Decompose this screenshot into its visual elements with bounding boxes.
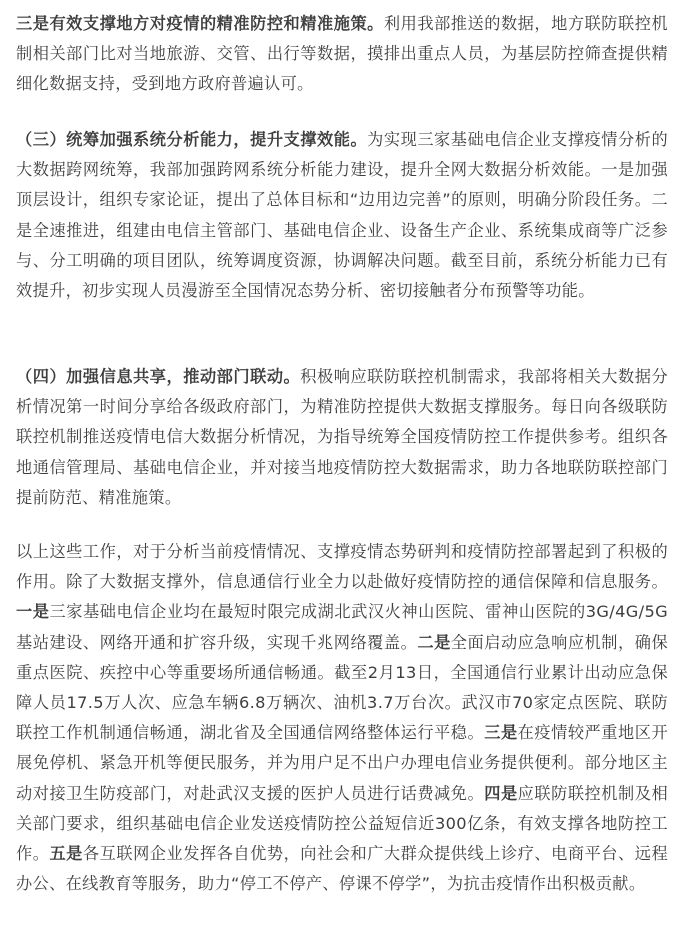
keyword-third: 三是 [484, 723, 518, 743]
paragraph-lead: 三是有效支撑地方对疫情的精准防控和精准施策。 [16, 14, 384, 33]
paragraph-text: 利用我部推送的数据，地方联防联控机制相关部门比对当地旅游、交管、出行等数据，摸排出重点人员，为基层防控筛查提供精细化数据支持，受到地方政府普遍认可。 [16, 14, 669, 94]
keyword-first: 一是 [16, 602, 50, 622]
paragraph-lead: （三）统筹加强系统分析能力，提升支撑效能。 [16, 130, 368, 149]
paragraph-lead: （四）加强信息共享，推动部门联动。 [16, 367, 301, 386]
paragraph-information-sharing [16, 362, 668, 513]
keyword-second: 二是 [417, 632, 451, 652]
paragraph-text: 为实现三家基础电信企业支撑疫情分析的大数据跨网统筹，我部加强跨网系统分析能力建设，提升全网大数据分析效能。一是加强顶层设计，组织专家论证，提出了总体目标和“边用边完善”的原则，明确分阶段任务。二是全速推进，组建由电信主管部门、基础电信企业、设备生产企业、系统集成商等广泛参与、分工明确的项目团队，统筹调度资源，协调解决问题。截至目前，系统分析能力已有效提升，初步实现人员漫游至全国情况态势分析、密切接触者分布预警等功能。 [16, 130, 668, 301]
paragraph-system-analysis [16, 125, 668, 306]
paragraph-summary [16, 537, 668, 899]
point-fifth-text: 各互联网企业发挥各自优势，向社会和广大群众提供线上诊疗、电商平台、远程办公、在线教育等服务，助力“停工不停产、停课不停学”，为抗击疫情作出积极贡献。 [16, 844, 669, 894]
point-second-text: 全面启动应急响应机制，确保重点医院、疾控中心等重要场所通信畅通。截至2月13日，全国通信行业累计出动应急保障人员17.5万人次、应急车辆6.8万辆次、油机3.7万台次。武汉市70家定点医院、联防联控工作机制通信畅通，湖北省及全国通信网络整体运行平稳。 [16, 632, 668, 743]
point-third-text: 在疫情较严重地区开展免停机、紧急开机等便民服务，并为用户足不出户办理电信业务提供便利。部分地区主动对接卫生防疫部门，对赴武汉支援的医护人员进行话费减免。 [16, 723, 668, 803]
point-fourth-text: 应联防联控机制及相关部门要求，组织基础电信企业发送疫情防控公益短信近300亿条，有效支撑各地防控工作。 [16, 783, 668, 864]
paragraph-intro: 以上这些工作，对于分析当前疫情情况、支撑疫情态势研判和疫情防控部署起到了积极的作用。除了大数据支撑外，信息通信行业全力以赴做好疫情防控的通信保障和信息服务。 [16, 542, 668, 592]
keyword-fourth: 四是 [484, 783, 518, 803]
paragraph-text: 积极响应联防联控机制需求，我部将相关大数据分析情况第一时间分享给各级政府部门，为精准防控提供大数据支撑服务。每日向各级联防联控机制推送疫情电信大数据分析情况，为指导统筹全国疫情防控工作提供参考。组织各地通信管理局、基础电信企业，并对接当地疫情防控大数据需求，助力各地联防联控部门提前防范、精准施策。 [16, 367, 669, 507]
point-first-text: 三家基础电信企业均在最短时限完成湖北武汉火神山医院、雷神山医院的3G/4G/5G基站建设、网络开通和扩容升级，实现千兆网络覆盖。 [16, 602, 668, 652]
keyword-fifth: 五是 [49, 844, 83, 864]
paragraph-local-support [16, 9, 668, 100]
